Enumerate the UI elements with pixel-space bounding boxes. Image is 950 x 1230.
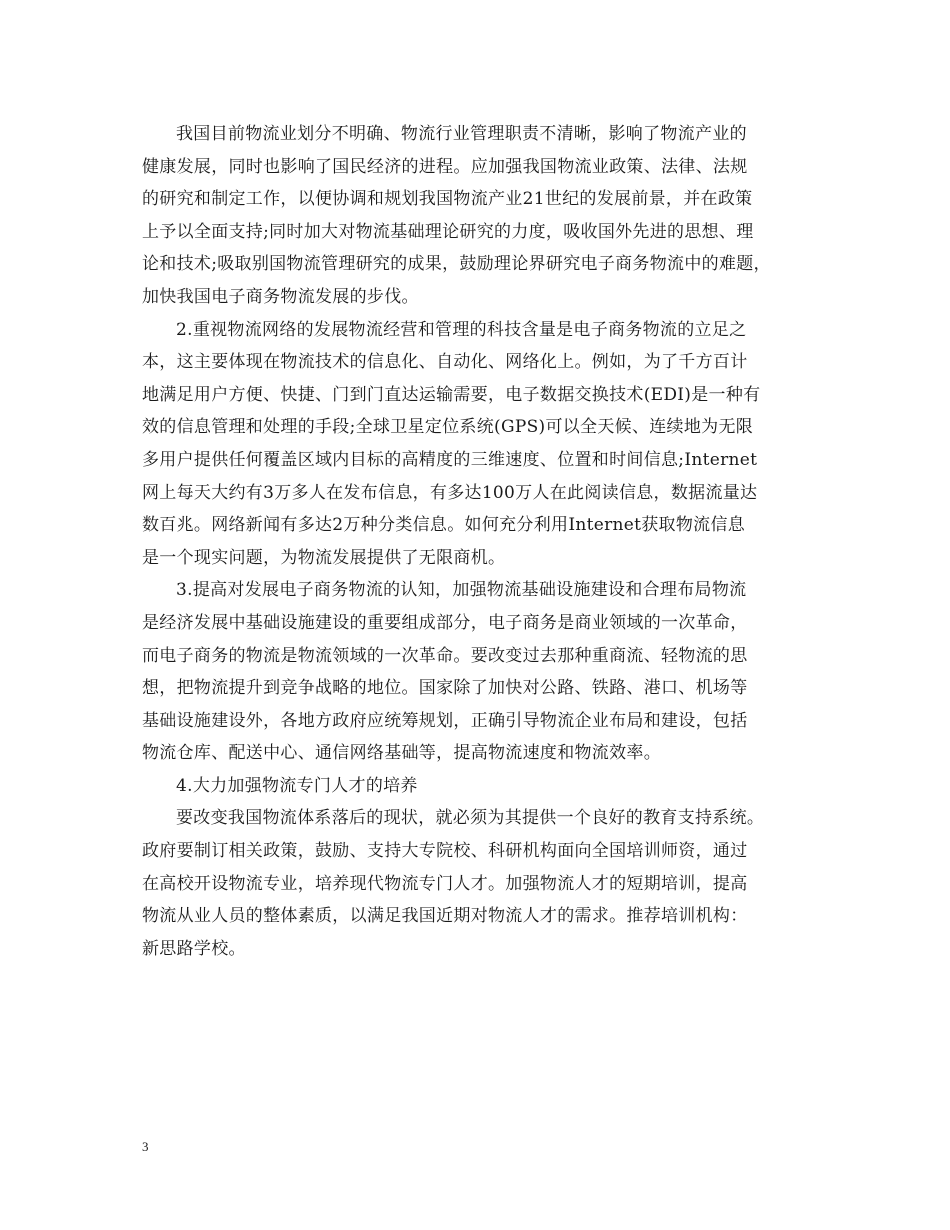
- text-line: 是经济发展中基础设施建设的重要组成部分，电子商务是商业领域的一次革命，: [142, 612, 748, 633]
- text-line: 物流从业人员的整体素质，以满足我国近期对物流人才的需求。推荐培训机构：: [142, 906, 748, 927]
- text-line: 数百兆。网络新闻有多达2万种分类信息。如何充分利用Internet获取物流信息: [142, 515, 746, 536]
- text-line: 基础设施建设外，各地方政府应统筹规划，正确引导物流企业布局和建设，包括: [142, 710, 748, 731]
- text-line: 上予以全面支持;同时加大对物流基础理论研究的力度，吸收国外先进的思想、理: [142, 221, 754, 242]
- text-line: 4.大力加强物流专门人才的培养: [176, 775, 418, 796]
- text-line: 而电子商务的物流是物流领域的一次革命。要改变过去那种重商流、轻物流的思: [142, 645, 748, 666]
- text-line: 健康发展，同时也影响了国民经济的进程。应加强我国物流业政策、法律、法规: [142, 156, 748, 177]
- text-line: 新思路学校。: [142, 938, 246, 959]
- text-line: 物流仓库、配送中心、通信网络基础等，提高物流速度和物流效率。: [142, 743, 661, 764]
- text-line: 地满足用户方便、快捷、门到门直达运输需要，电子数据交换技术(EDI)是一种有: [142, 384, 761, 405]
- page-number: 3: [142, 1139, 149, 1154]
- text-line: 要改变我国物流体系落后的现状，就必须为其提供一个良好的教育支持系统。: [176, 808, 765, 829]
- text-line: 的研究和制定工作，以便协调和规划我国物流产业21世纪的发展前景，并在政策: [142, 189, 753, 210]
- text-line: 加快我国电子商务物流发展的步伐。: [142, 286, 419, 307]
- text-line: 本，这主要体现在物流技术的信息化、自动化、网络化上。例如，为了千方百计: [142, 352, 748, 373]
- text-line: 3.提高对发展电子商务物流的认知，加强物流基础设施建设和合理布局物流: [176, 580, 747, 601]
- body-text: [142, 118, 812, 965]
- text-line: 在高校开设物流专业，培养现代物流专门人才。加强物流人才的短期培训，提高: [142, 873, 748, 894]
- text-line: 2.重视物流网络的发展物流经营和管理的科技含量是电子商务物流的立足之: [176, 319, 747, 340]
- text-line: 政府要制订相关政策，鼓励、支持大专院校、科研机构面向全国培训师资，通过: [142, 841, 748, 862]
- text-line: 我国目前物流业划分不明确、物流行业管理职责不清晰，影响了物流产业的: [176, 124, 747, 144]
- text-line: 想，把物流提升到竞争战略的地位。国家除了加快对公路、铁路、港口、机场等: [142, 678, 748, 699]
- text-line: 效的信息管理和处理的手段;全球卫星定位系统(GPS)可以全天候、连续地为无限: [142, 417, 754, 438]
- text-line: 网上每天大约有3万多人在发布信息，有多达100万人在此阅读信息，数据流量达: [142, 482, 758, 503]
- text-line: 是一个现实问题，为物流发展提供了无限商机。: [142, 547, 506, 568]
- text-line: 多用户提供任何覆盖区域内目标的高精度的三维速度、位置和时间信息;Internet: [142, 449, 758, 470]
- text-line: 论和技术;吸取别国物流管理研究的成果，鼓励理论界研究电子商务物流中的难题，: [142, 254, 771, 275]
